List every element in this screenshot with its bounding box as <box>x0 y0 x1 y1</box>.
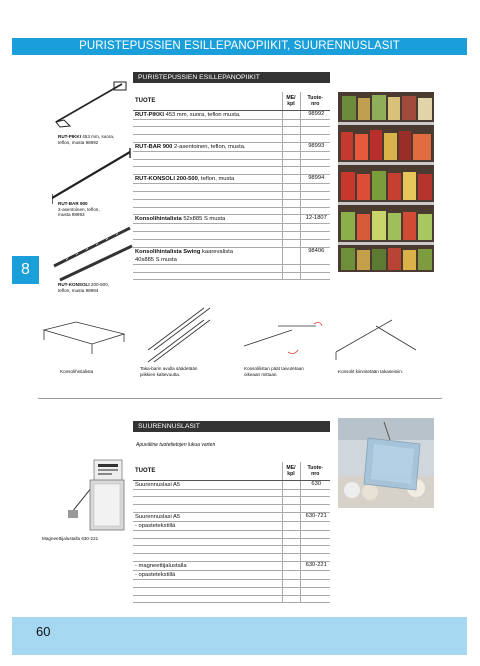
section-header-magnifiers: SUURENNUSLASIT <box>133 421 330 432</box>
magnifier-store-photo <box>338 418 434 508</box>
col-me: ME/ kpl <box>282 92 300 110</box>
caption-magnetic-base: Magneettijalustalla 630-221 <box>42 536 99 541</box>
table-row: - magneettijalustalla 630-221 <box>133 562 330 571</box>
footer-bar <box>12 617 467 655</box>
table-row: Konsolihintalista 52x885 S musta 12-1807 <box>133 215 330 224</box>
table-row: - opastetekstillä <box>133 521 330 530</box>
store-shelf-photo <box>338 92 434 272</box>
col-nro: Tuote- nro <box>300 92 330 110</box>
col-tuote: TUOTE <box>133 92 282 110</box>
table-row: RUT-BAR 900 2-asentoinen, teflon, musta. 98993 <box>133 142 330 151</box>
page-number: 60 <box>36 624 51 639</box>
spikes-product-table <box>133 92 330 280</box>
diagram-taka-bar <box>148 308 210 362</box>
caption-diagram-1: Konsolihintalista <box>60 369 94 374</box>
diagram-konsolihintalista <box>44 322 124 354</box>
diagram-backwall <box>336 320 416 360</box>
caption-rut-konsoli: RUT-KONSOLI 200-500, teflon, musta 98994 <box>58 282 110 293</box>
col-tuote: TUOTE <box>133 462 282 480</box>
magnifier-product-table <box>133 462 330 603</box>
table-row: RUT-KONSOLI 200-500, teflon, musta 98994 <box>133 175 330 184</box>
col-nro: Tuote- nro <box>300 462 330 480</box>
table-row: Suurennuslasi A5 630-721 <box>133 512 330 521</box>
caption-diagram-2: Taka-barin avulla säädetään piikkien kaltevuutta. <box>140 366 198 377</box>
caption-diagram-3: Konsolilistan päät taivutetaan oikeaan mittaan. <box>244 366 304 377</box>
caption-diagram-4: Konsolit kiinnitetään takaseiniin. <box>338 369 404 374</box>
table-row: - opastetekstillä <box>133 571 330 580</box>
col-me: ME/ kpl <box>282 462 300 480</box>
rut-bar-illustration <box>52 148 130 204</box>
section-header-spikes: PURISTEPUSSIEN ESILLEPANOPIIKIT <box>133 72 330 83</box>
table-row: Suurennuslasi A5 630 <box>133 480 330 489</box>
rut-konsoli-illustration <box>54 228 132 280</box>
page-banner: PURISTEPUSSIEN ESILLEPANOPIIKIT, SUURENNUSLASIT <box>12 38 467 55</box>
spike-illustrations <box>52 80 134 300</box>
table-row: Konsolihintalista Swing kaarevalista 40x885 S musta 98406 <box>133 247 330 264</box>
caption-rut-bar: RUT-BAR 900 2-asentoinen, teflon, musta 98993 <box>58 201 100 218</box>
section-divider <box>38 398 442 399</box>
magnifier-illustration <box>66 458 128 534</box>
section-subtitle: Apuväline tuotetietojen lukua varten <box>136 442 216 448</box>
assembly-diagrams <box>36 302 456 372</box>
table-row: RUT-PIKKI 453 mm, suora, teflon musta. 98992 <box>133 110 330 119</box>
diagram-bend-ends <box>244 322 322 353</box>
caption-rut-pikki: RUT-PIKKI 453 mm, suora, teflon, musta 98992 <box>58 134 115 145</box>
rut-pikki-illustration <box>56 82 126 127</box>
chapter-tab: 8 <box>12 256 39 284</box>
